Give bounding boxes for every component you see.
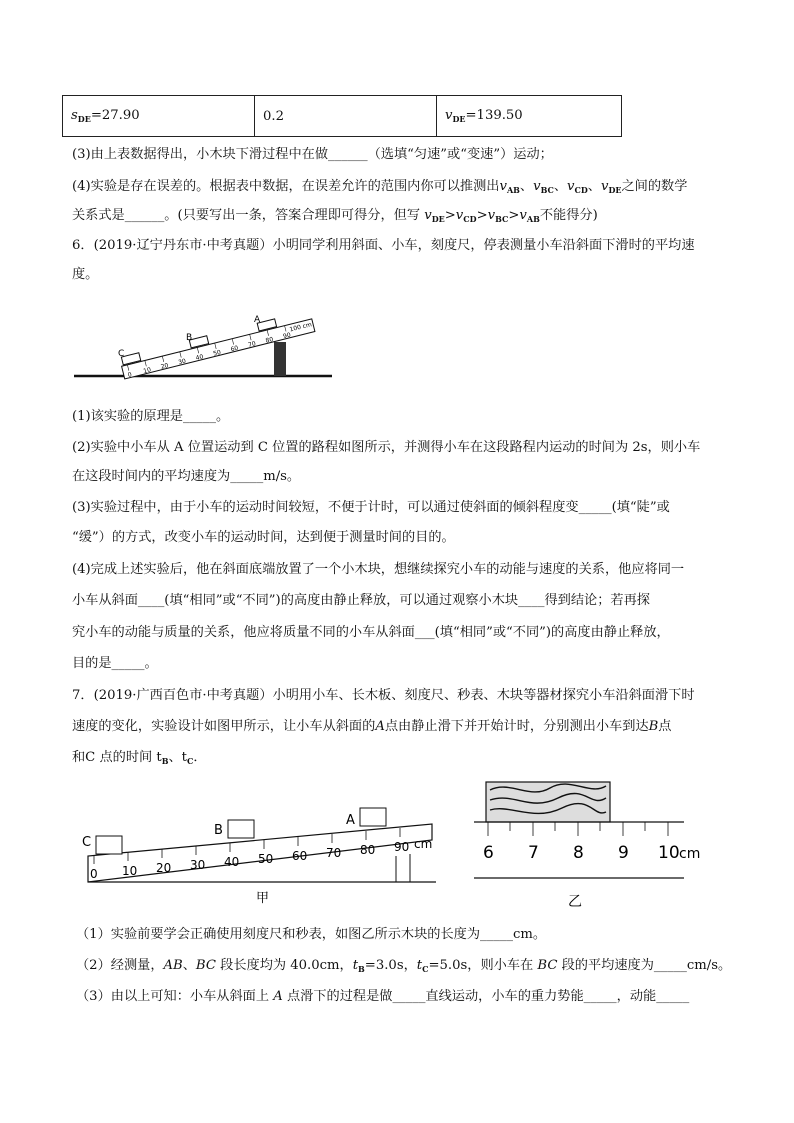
q6-part3-line1: (3)实验过程中，由于小车的运动时间较短，不便于计时，可以通过使斜面的倾斜程度变_____(填“陡”或 (72, 500, 670, 515)
cell-speed: $v_{DE}=139.50$ (437, 96, 622, 137)
jia-tick-30: 30 (190, 858, 206, 872)
jia-label-a: A (346, 813, 355, 828)
q6-unit: 100 cm (288, 321, 313, 334)
jia-tick-10: 10 (122, 864, 138, 878)
q6-tick-60: 60 (230, 344, 240, 354)
q7-part2: （2）经测量，AB、BC 段长度均为 40.0cm，$t_B=3.0s$，$t_C=5.0s$，则小车在 BC 段的平均速度为_____cm/s。 (76, 958, 732, 974)
q6-tick-90: 90 (282, 331, 292, 341)
yi-tick-7: 7 (528, 843, 539, 863)
jia-tick-50: 50 (258, 852, 274, 866)
q7-stem-line2: 速度的变化，实验设计如图甲所示，让小车从斜面的A点由静止滑下并开始计时，分别测出小车到达B点 (72, 719, 672, 734)
jia-tick-90: 90 (394, 840, 410, 854)
jia-tick-70: 70 (326, 846, 342, 860)
yi-caption: 乙 (568, 894, 582, 910)
yi-tick-6: 6 (483, 843, 494, 863)
q6-tick-0: 0 (127, 371, 133, 379)
q6-tick-80: 80 (264, 335, 275, 345)
jia-tick-20: 20 (156, 861, 172, 875)
q7-stem-line3: 和C 点的时间 $t_B$、$t_C$． (72, 750, 207, 766)
q6-stem-line1: 6．(2019·辽宁丹东市·中考真题）小明同学利用斜面、小车，刻度尺，停表测量小车沿斜面下滑时的平均速 (72, 238, 695, 253)
data-table-row (62, 95, 622, 137)
q6-tick-30: 30 (177, 357, 187, 367)
yi-unit: cm (679, 846, 701, 862)
jia-tick-60: 60 (292, 849, 308, 863)
jia-caption: 甲 (256, 891, 270, 906)
q7-stem-line1: 7．(2019·广西百色市·中考真题）小明用小车、长木板、刻度尺、秒表、木块等器材探究小车沿斜面滑下时 (72, 688, 695, 703)
q7-figure-jia (80, 800, 440, 910)
q6-stem-line2: 度。 (72, 267, 99, 282)
q7-part3: （3）由以上可知：小车从斜面上 A 点滑下的过程是做_____直线运动，小车的重力势能_____，动能_____ (76, 989, 690, 1004)
q6-part1: (1)该实验的原理是_____。 (72, 409, 230, 424)
q6-tick-20: 20 (160, 362, 170, 371)
q6-part4-line4: 目的是_____。 (72, 656, 158, 671)
jia-label-c: C (82, 835, 92, 850)
cell-distance: $s_{DE}=27.90$ (63, 96, 255, 137)
cell-time: 0.2 (255, 96, 437, 137)
q7-figure-yi (470, 778, 701, 913)
q6-part4-line2: 小车从斜面____(填“相同”或“不同”)的高度由静止释放，可以通过观察小木块____得到结论；若再探 (72, 593, 650, 608)
jia-tick-80: 80 (360, 843, 376, 857)
yi-tick-9: 9 (618, 843, 629, 863)
q6-tick-10: 10 (142, 366, 152, 376)
q6-part4-line1: (4)完成上述实验后，他在斜面底端放置了一个小木块，想继续探究小车的动能与速度的关系，他应将同一 (72, 562, 685, 577)
q6-part2-line2: 在这段时间内的平均速度为_____m/s。 (72, 469, 301, 484)
jia-label-b: B (214, 823, 223, 838)
q7-part1: （1）实验前要学会正确使用刻度尺和秒表，如图乙所示木块的长度为_____cm。 (76, 927, 547, 942)
q6-part3-line2: “缓”）的方式，改变小车的运动时间，达到便于测量时间的目的。 (72, 530, 455, 545)
jia-tick-0: 0 (90, 867, 98, 881)
q6-label-b: B (186, 333, 193, 343)
q5-part3: (3)由上表数据得出，小木块下滑过程中在做______（选填“匀速”或“变速”）运动； (72, 147, 553, 162)
yi-tick-10: 10 (658, 843, 680, 863)
q6-tick-50: 50 (212, 348, 222, 358)
jia-unit: cm (414, 837, 433, 851)
q6-part2-line1: (2)实验中小车从 A 位置运动到 C 位置的路程如图所示，并测得小车在这段路程内运动的时间为 2s，则小车 (72, 440, 701, 455)
q6-label-c: C (118, 349, 125, 359)
q6-tick-40: 40 (195, 353, 205, 362)
q6-tick-70: 70 (247, 340, 257, 349)
q6-incline-figure (74, 300, 334, 380)
jia-tick-40: 40 (224, 855, 240, 869)
q6-label-a: A (254, 315, 261, 325)
yi-tick-8: 8 (573, 843, 584, 863)
q6-part4-line3: 究小车的动能与质量的关系，他应将质量不同的小车从斜面___(填“相同”或“不同”)的高度由静止释放， (72, 625, 670, 640)
q5-part4-line1: (4)实验是存在误差的。根据表中数据，在误差允许的范围内你可以推测出$v_{AB}$、$v_{BC}$、$v_{CD}$、$v_{DE}$之间的数学 (72, 179, 688, 195)
q5-part4-line2: 关系式是______。(只要写出一条，答案合理即可得分，但写 $v_{DE}>v_{CD}>v_{BC}>v_{AB}$不能得分) (72, 208, 598, 224)
